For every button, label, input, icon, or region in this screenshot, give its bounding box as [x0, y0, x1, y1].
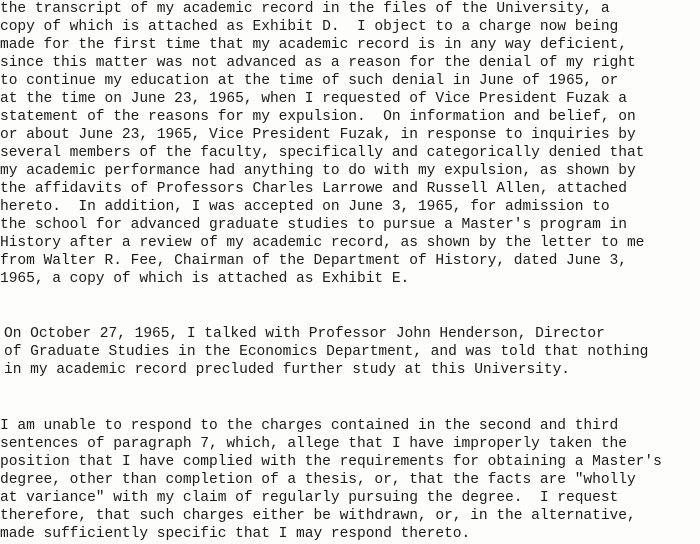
- text-line: of Graduate Studies in the Economics Department, and was told that nothing: [4, 344, 649, 360]
- text-line: degree, other than completion of a thesis, or, that the facts are "wholly: [0, 472, 636, 488]
- text-line: the affidavits of Professors Charles Larrowe and Russell Allen, attached: [0, 181, 627, 197]
- text-line: hereto. In addition, I was accepted on June 3, 1965, for admission to: [0, 199, 610, 215]
- text-line: sentences of paragraph 7, which, allege that I have improperly taken the: [0, 436, 627, 452]
- text-line: my academic performance had anything to do with my expulsion, as shown by: [0, 163, 636, 179]
- text-line: from Walter R. Fee, Chairman of the Department of History, dated June 3,: [0, 253, 627, 269]
- text-line: in my academic record precluded further study at this University.: [4, 362, 570, 378]
- text-line: position that I have complied with the requirements for obtaining a Master's: [0, 454, 662, 470]
- text-line: On October 27, 1965, I talked with Professor John Henderson, Director: [4, 326, 605, 342]
- text-line: or about June 23, 1965, Vice President Fuzak, in response to inquiries by: [0, 127, 636, 143]
- text-line: statement of the reasons for my expulsion. On information and belief, on: [0, 109, 636, 125]
- text-line: 1965, a copy of which is attached as Exhibit E.: [0, 271, 410, 287]
- text-line: I am unable to respond to the charges contained in the second and third: [0, 418, 619, 434]
- text-line: therefore, that such charges either be withdrawn, or, in the alternative,: [0, 508, 636, 524]
- text-line: at variance" with my claim of regularly pursuing the degree. I request: [0, 490, 619, 506]
- text-line: History after a review of my academic record, as shown by the letter to me: [0, 235, 645, 251]
- text-line: made sufficiently specific that I may respond thereto.: [0, 526, 471, 542]
- text-line: at the time on June 23, 1965, when I requested of Vice President Fuzak a: [0, 91, 627, 107]
- text-line: several members of the faculty, specifically and categorically denied that: [0, 145, 645, 161]
- text-line: the transcript of my academic record in the files of the University, a: [0, 1, 610, 17]
- text-line: since this matter was not advanced as a reason for the denial of my right: [0, 55, 636, 71]
- text-line: copy of which is attached as Exhibit D. I object to a charge now being: [0, 19, 619, 35]
- text-line: to continue my education at the time of such denial in June of 1965, or: [0, 73, 619, 89]
- text-line: made for the first time that my academic record is in any way deficient,: [0, 37, 627, 53]
- text-line: the school for advanced graduate studies to pursue a Master's program in: [0, 217, 627, 233]
